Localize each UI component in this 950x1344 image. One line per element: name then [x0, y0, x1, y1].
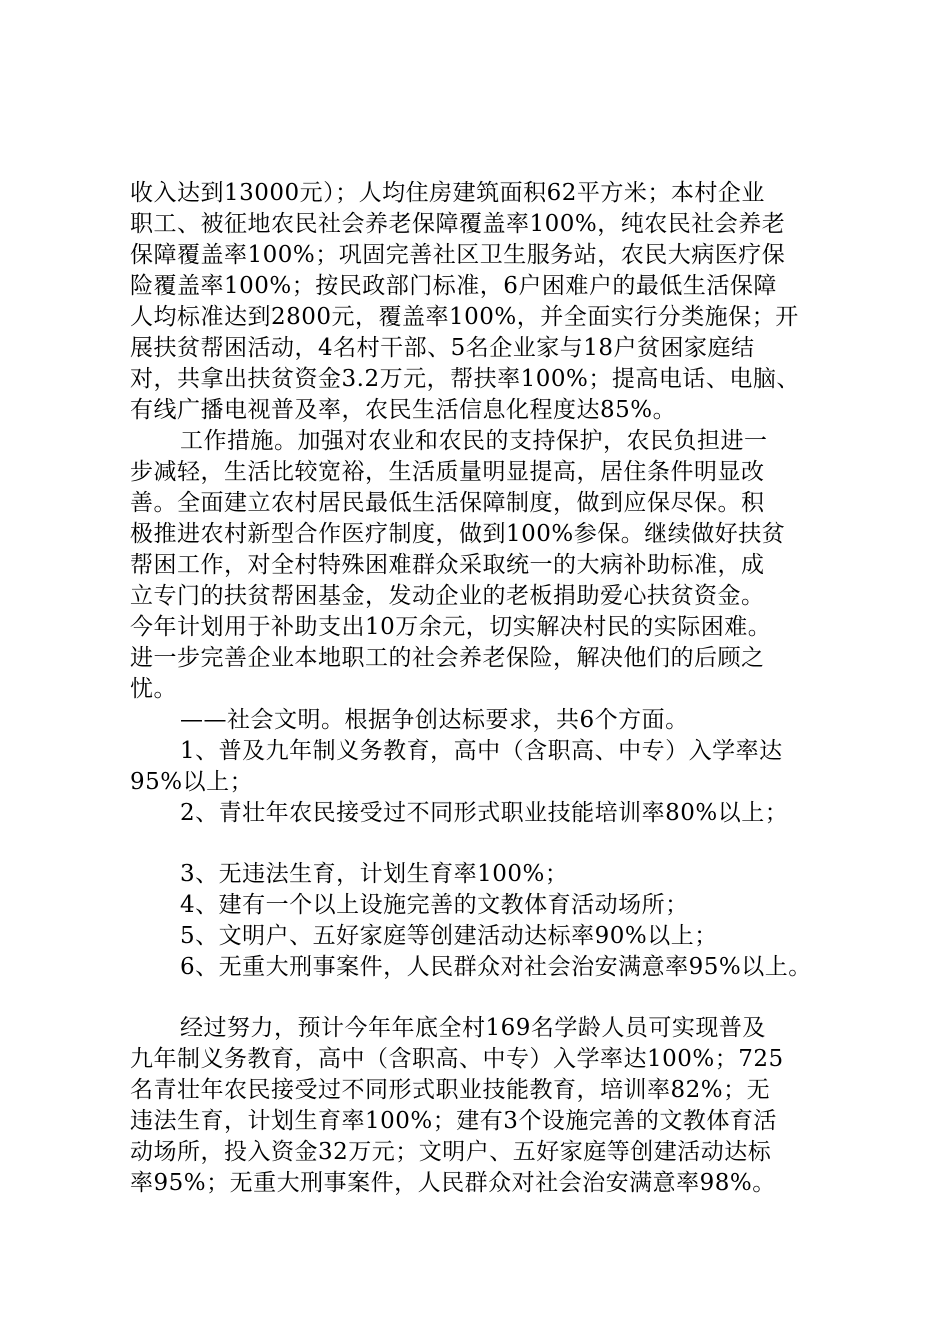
text-line: 进一步完善企业本地职工的社会养老保险，解决他们的后顾之	[130, 645, 765, 671]
paragraph-first-line: 经过努力，预计今年年底全村169名学龄人员可实现普及	[180, 1015, 766, 1041]
text-line: 九年制义务教育，高中（含职高、中专）入学率达100%；725	[130, 1046, 784, 1072]
text-line: 险覆盖率100%；按民政部门标准，6户困难户的最低生活保障	[130, 273, 777, 299]
text-line: 名青壮年农民接受过不同形式职业技能教育，培训率82%；无	[130, 1077, 771, 1103]
list-item: 3、无违法生育，计划生育率100%；	[180, 861, 569, 887]
text-line: 对，共拿出扶贫资金3.2万元，帮扶率100%；提高电话、电脑、	[130, 366, 800, 392]
list-item: 1、普及九年制义务教育，高中（含职高、中专）入学率达	[180, 738, 783, 764]
text-line: 人均标准达到2800元，覆盖率100%，并全面实行分类施保；开	[130, 304, 799, 330]
list-item: 5、文明户、五好家庭等创建活动达标率90%以上；	[180, 923, 718, 949]
text-line: 违法生育，计划生育率100%；建有3个设施完善的文教体育活	[130, 1108, 777, 1134]
text-line: 立专门的扶贫帮困基金，发动企业的老板捐助爱心扶贫资金。	[130, 583, 765, 609]
section-heading: ——社会文明。根据争创达标要求，共6个方面。	[180, 707, 689, 733]
text-line: 步减轻，生活比较宽裕，生活质量明显提高，居住条件明显改	[130, 459, 765, 485]
text-line: 动场所，投入资金32万元；文明户、五好家庭等创建活动达标	[130, 1139, 772, 1165]
paragraph-first-line: 工作措施。加强对农业和农民的支持保护，农民负担进一	[180, 428, 768, 454]
list-item: 2、青壮年农民接受过不同形式职业技能培训率80%以上；	[180, 800, 789, 826]
text-line: 收入达到13000元）；人均住房建筑面积62平方米；本村企业	[130, 180, 765, 206]
text-line: 善。全面建立农村居民最低生活保障制度，做到应保尽保。积	[130, 490, 765, 516]
text-line: 帮困工作，对全村特殊困难群众采取统一的大病补助标准，成	[130, 552, 765, 578]
text-line: 忧。	[130, 676, 177, 702]
list-item: 6、无重大刑事案件，人民群众对社会治安满意率95%以上。	[180, 954, 812, 980]
list-item-continuation: 95%以上；	[130, 769, 254, 795]
text-line: 职工、被征地农民社会养老保障覆盖率100%，纯农民社会养老	[130, 211, 786, 237]
text-line: 保障覆盖率100%；巩固完善社区卫生服务站，农民大病医疗保	[130, 242, 786, 268]
text-line: 极推进农村新型合作医疗制度，做到100%参保。继续做好扶贫	[130, 521, 786, 547]
text-line: 展扶贫帮困活动，4名村干部、5名企业家与18户贫困家庭结	[130, 335, 755, 361]
text-line: 有线广播电视普及率，农民生活信息化程度达85%。	[130, 397, 677, 423]
text-line: 今年计划用于补助支出10万余元，切实解决村民的实际困难。	[130, 614, 772, 640]
list-item: 4、建有一个以上设施完善的文教体育活动场所；	[180, 892, 689, 918]
text-line: 率95%；无重大刑事案件，人民群众对社会治安满意率98%。	[130, 1170, 776, 1196]
